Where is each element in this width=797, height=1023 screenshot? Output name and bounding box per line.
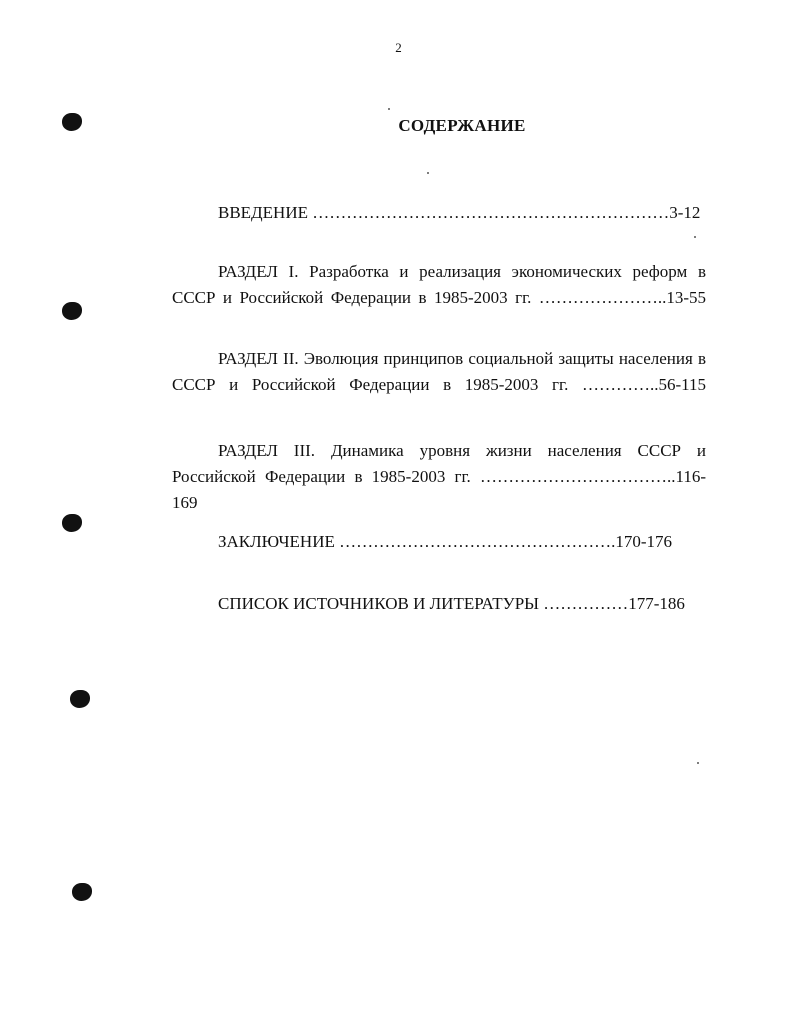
toc-entry-section-3: РАЗДЕЛ III. Динамика уровня жизни населения СССР и Российской Федерации в 1985-2003 гг. ……………………………..116-169 (172, 441, 706, 512)
scan-speck (694, 236, 696, 238)
toc-entry-bibliography: СПИСОК ИСТОЧНИКОВ И ЛИТЕРАТУРЫ ……………177-186 (218, 594, 685, 613)
binder-hole (72, 883, 92, 901)
binder-hole (62, 514, 82, 532)
scan-speck (697, 762, 699, 764)
toc-entry-section-2: РАЗДЕЛ II. Эволюция принципов социальной защиты населения в СССР и Российской Федерации в 1985-2003 гг. …………..56-115 (172, 349, 706, 394)
binder-hole (62, 302, 82, 320)
binder-hole (70, 690, 90, 708)
scan-speck (388, 108, 390, 110)
toc-entry-conclusion: ЗАКЛЮЧЕНИЕ ………………………………………….170-176 (218, 532, 673, 551)
toc-entry-introduction: ВВЕДЕНИЕ ………………………………………………………3-12 (218, 203, 701, 222)
scan-speck (427, 172, 429, 174)
page-number: 2 (395, 40, 402, 55)
toc-entry-section-1: РАЗДЕЛ I. Разработка и реализация экономических реформ в СССР и Российской Федерации в 1985-2003 гг. …………………..13-55 (172, 262, 706, 307)
page-title: СОДЕРЖАНИЕ (398, 116, 526, 135)
